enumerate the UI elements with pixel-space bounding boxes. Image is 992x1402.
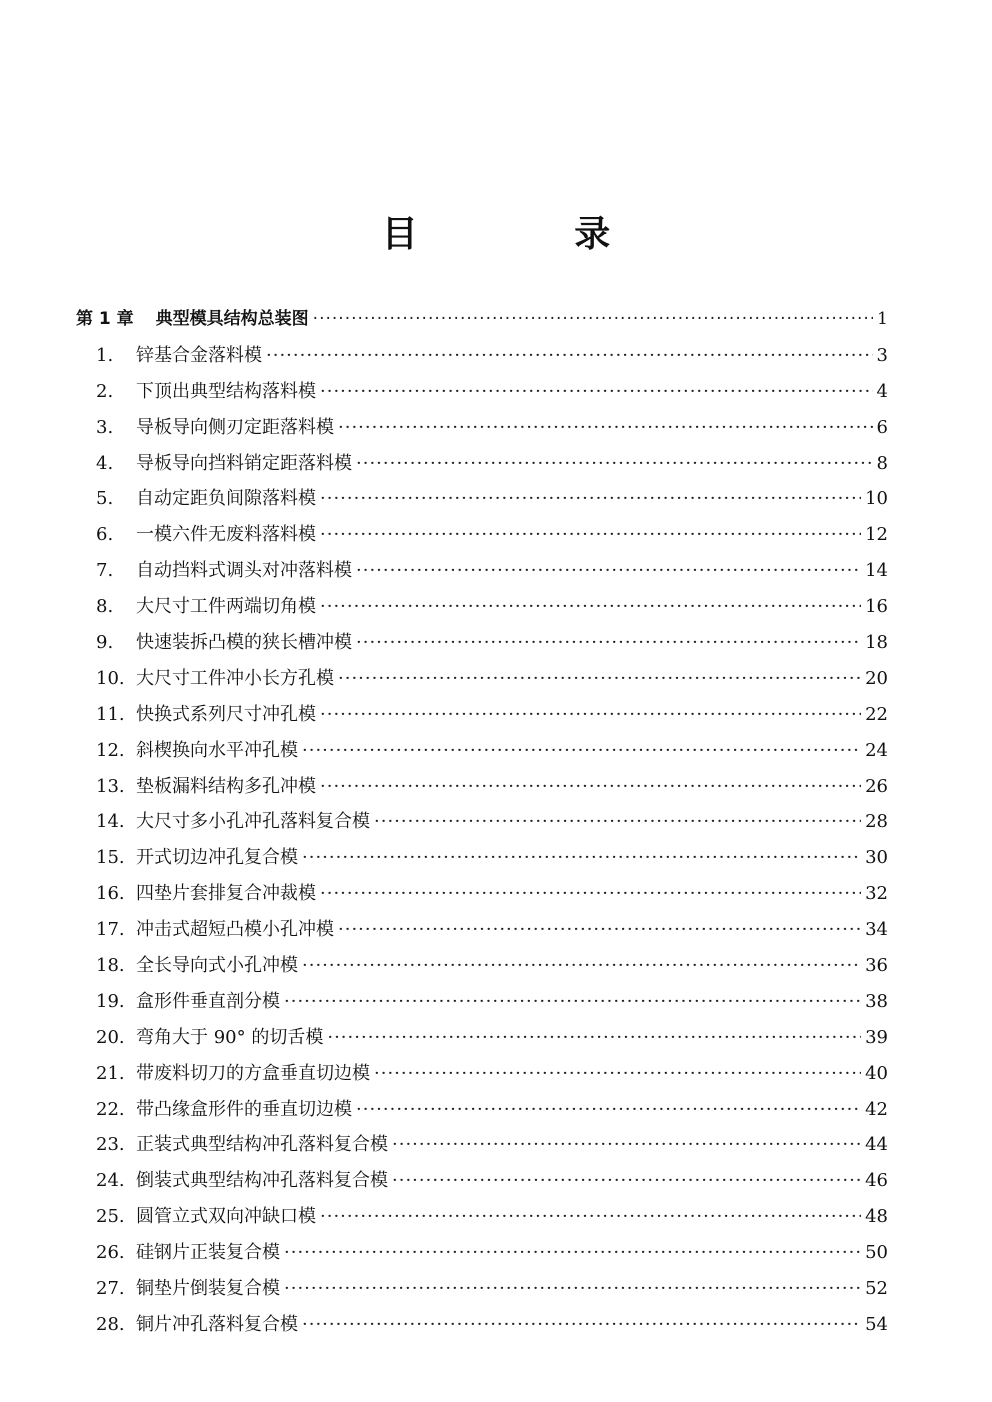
entry-page-number: 40 (865, 1062, 888, 1084)
entry-page-number: 36 (865, 955, 888, 977)
entry-title: 带凸缘盒形件的垂直切边模 (136, 1098, 352, 1120)
entry-number: 8. (96, 596, 114, 618)
entry-number: 15. (96, 847, 125, 869)
entry-title: 大尺寸工件冲小长方孔模 (136, 667, 334, 689)
dot-leader (338, 661, 861, 697)
entry-title: 带废料切刀的方盒垂直切边模 (136, 1062, 370, 1084)
dot-leader (284, 1271, 861, 1307)
toc-entry-row[interactable] (76, 1199, 888, 1235)
entry-title: 圆管立式双向冲缺口模 (136, 1206, 316, 1228)
toc-entry-row[interactable] (76, 769, 888, 805)
dot-leader (320, 481, 861, 517)
toc-entry-row[interactable] (76, 733, 888, 769)
entry-page-number: 46 (865, 1170, 888, 1192)
dot-leader (320, 697, 861, 733)
entry-page-number: 6 (876, 416, 888, 438)
toc-entry-row[interactable] (76, 661, 888, 697)
dot-leader (302, 948, 861, 984)
entry-number: 20. (96, 1026, 125, 1048)
entry-page-number: 14 (865, 560, 888, 582)
entry-number: 28. (96, 1313, 125, 1335)
toc-entry-row[interactable] (76, 1056, 888, 1092)
entry-title: 大尺寸多小孔冲孔落料复合模 (136, 811, 370, 833)
entry-number: 13. (96, 775, 125, 797)
dot-leader (313, 302, 874, 338)
entry-page-number: 22 (865, 703, 888, 725)
entry-number: 11. (96, 703, 125, 725)
entry-page-number: 30 (865, 847, 888, 869)
entry-page-number: 32 (865, 883, 888, 905)
entry-page-number: 8 (876, 452, 888, 474)
entry-number: 16. (96, 883, 125, 905)
entry-title: 冲击式超短凸模小孔冲模 (136, 919, 334, 941)
entry-number: 14. (96, 811, 125, 833)
entry-number: 18. (96, 955, 125, 977)
entry-title: 弯角大于 90° 的切舌模 (136, 1026, 324, 1048)
dot-leader (338, 912, 861, 948)
entry-number: 4. (96, 452, 114, 474)
entry-title: 盒形件垂直剖分模 (136, 990, 280, 1012)
dot-leader (284, 1235, 861, 1271)
dot-leader (320, 1199, 861, 1235)
toc-entry-row[interactable] (76, 840, 888, 876)
entry-number: 24. (96, 1170, 125, 1192)
entry-title: 铜片冲孔落料复合模 (136, 1313, 298, 1335)
entry-title: 正装式典型结构冲孔落料复合模 (136, 1134, 388, 1156)
dot-leader (392, 1127, 861, 1163)
dot-leader (302, 1307, 861, 1343)
entry-page-number: 10 (865, 488, 888, 510)
entry-number: 27. (96, 1278, 125, 1300)
toc-entry-row[interactable] (76, 876, 888, 912)
entry-title: 快换式系列尺寸冲孔模 (136, 703, 316, 725)
toc-entry-row[interactable] (76, 804, 888, 840)
chapter-number: 第 1 章 (76, 309, 134, 329)
entry-title: 锌基合金落料模 (136, 344, 262, 366)
entry-number: 3. (96, 416, 114, 438)
entry-page-number: 54 (865, 1313, 888, 1335)
entry-title: 自动定距负间隙落料模 (136, 488, 316, 510)
entry-page-number: 52 (865, 1278, 888, 1300)
entry-page-number: 42 (865, 1098, 888, 1120)
page-title: 目 录 (381, 214, 683, 255)
dot-leader (320, 769, 861, 805)
toc-entry-row[interactable] (76, 338, 888, 374)
toc-entries (76, 338, 888, 1343)
entry-number: 12. (96, 739, 125, 761)
dot-leader (374, 804, 861, 840)
entry-number: 17. (96, 919, 125, 941)
entry-title: 垫板漏料结构多孔冲模 (136, 775, 316, 797)
entry-title: 导板导向挡料销定距落料模 (136, 452, 352, 474)
entry-title: 大尺寸工件两端切角模 (136, 596, 316, 618)
entry-title: 四垫片套排复合冲裁模 (136, 883, 316, 905)
toc-entry-row[interactable] (76, 1092, 888, 1128)
dot-leader (338, 410, 873, 446)
entry-title: 一模六件无废料落料模 (136, 524, 316, 546)
entry-page-number: 39 (865, 1026, 888, 1048)
toc-entry-row[interactable] (76, 481, 888, 517)
toc-entry-row[interactable] (76, 948, 888, 984)
toc-entry-row[interactable] (76, 912, 888, 948)
dot-leader (356, 1092, 861, 1128)
entry-page-number: 50 (865, 1242, 888, 1264)
toc-entry-row[interactable] (76, 553, 888, 589)
entry-title: 开式切边冲孔复合模 (136, 847, 298, 869)
entry-number: 1. (96, 344, 114, 366)
entry-title: 快速装拆凸模的狭长槽冲模 (136, 632, 352, 654)
dot-leader (266, 338, 873, 374)
toc-entry-row[interactable] (76, 1127, 888, 1163)
entry-title: 硅钢片正装复合模 (136, 1242, 280, 1264)
dot-leader (320, 517, 861, 553)
dot-leader (356, 446, 873, 482)
entry-number: 5. (96, 488, 114, 510)
dot-leader (320, 589, 861, 625)
entry-number: 26. (96, 1242, 125, 1264)
entry-title: 导板导向侧刃定距落料模 (136, 416, 334, 438)
entry-number: 2. (96, 380, 114, 402)
entry-number: 21. (96, 1062, 125, 1084)
toc-entry-row[interactable] (76, 1163, 888, 1199)
dot-leader (356, 553, 861, 589)
entry-number: 19. (96, 990, 125, 1012)
toc-entry-row[interactable] (76, 1271, 888, 1307)
entry-page-number: 12 (865, 524, 888, 546)
toc-entry-row[interactable] (76, 625, 888, 661)
entry-page-number: 18 (865, 632, 888, 654)
dot-leader (320, 876, 861, 912)
entry-page-number: 38 (865, 990, 888, 1012)
dot-leader (302, 840, 861, 876)
entry-page-number: 34 (865, 919, 888, 941)
entry-title: 斜楔换向水平冲孔模 (136, 739, 298, 761)
entry-title: 下顶出典型结构落料模 (136, 380, 316, 402)
entry-number: 7. (96, 560, 114, 582)
toc-entry-row[interactable] (76, 984, 888, 1020)
toc-entry-row[interactable] (76, 1307, 888, 1343)
toc-entry-row[interactable] (76, 589, 888, 625)
toc-entry-row[interactable] (76, 1020, 888, 1056)
dot-leader (356, 625, 861, 661)
dot-leader (284, 984, 861, 1020)
entry-title: 倒装式典型结构冲孔落料复合模 (136, 1170, 388, 1192)
entry-title: 全长导向式小孔冲模 (136, 955, 298, 977)
entry-page-number: 3 (876, 344, 888, 366)
toc-entry-row[interactable] (76, 697, 888, 733)
entry-page-number: 48 (865, 1206, 888, 1228)
entry-page-number: 4 (876, 380, 888, 402)
dot-leader (327, 1020, 861, 1056)
dot-leader (320, 374, 873, 410)
entry-title: 铜垫片倒装复合模 (136, 1278, 280, 1300)
chapter-page-number: 1 (877, 309, 888, 329)
entry-page-number: 26 (865, 775, 888, 797)
entry-page-number: 44 (865, 1134, 888, 1156)
chapter-title: 典型模具结构总装图 (155, 309, 309, 329)
entry-number: 23. (96, 1134, 125, 1156)
entry-page-number: 20 (865, 667, 888, 689)
entry-page-number: 16 (865, 596, 888, 618)
table-of-contents (76, 302, 888, 1343)
toc-entry-row[interactable] (76, 517, 888, 553)
toc-entry-row[interactable] (76, 374, 888, 410)
dot-leader (302, 733, 861, 769)
entry-number: 6. (96, 524, 114, 546)
dot-leader (392, 1163, 861, 1199)
entry-number: 22. (96, 1098, 125, 1120)
entry-page-number: 24 (865, 739, 888, 761)
toc-entry-row[interactable] (76, 446, 888, 482)
toc-chapter-row[interactable] (76, 302, 888, 338)
entry-number: 9. (96, 632, 114, 654)
dot-leader (374, 1056, 861, 1092)
toc-entry-row[interactable] (76, 410, 888, 446)
entry-number: 10. (96, 667, 125, 689)
toc-entry-row[interactable] (76, 1235, 888, 1271)
entry-page-number: 28 (865, 811, 888, 833)
entry-title: 自动挡料式调头对冲落料模 (136, 560, 352, 582)
entry-number: 25. (96, 1206, 125, 1228)
